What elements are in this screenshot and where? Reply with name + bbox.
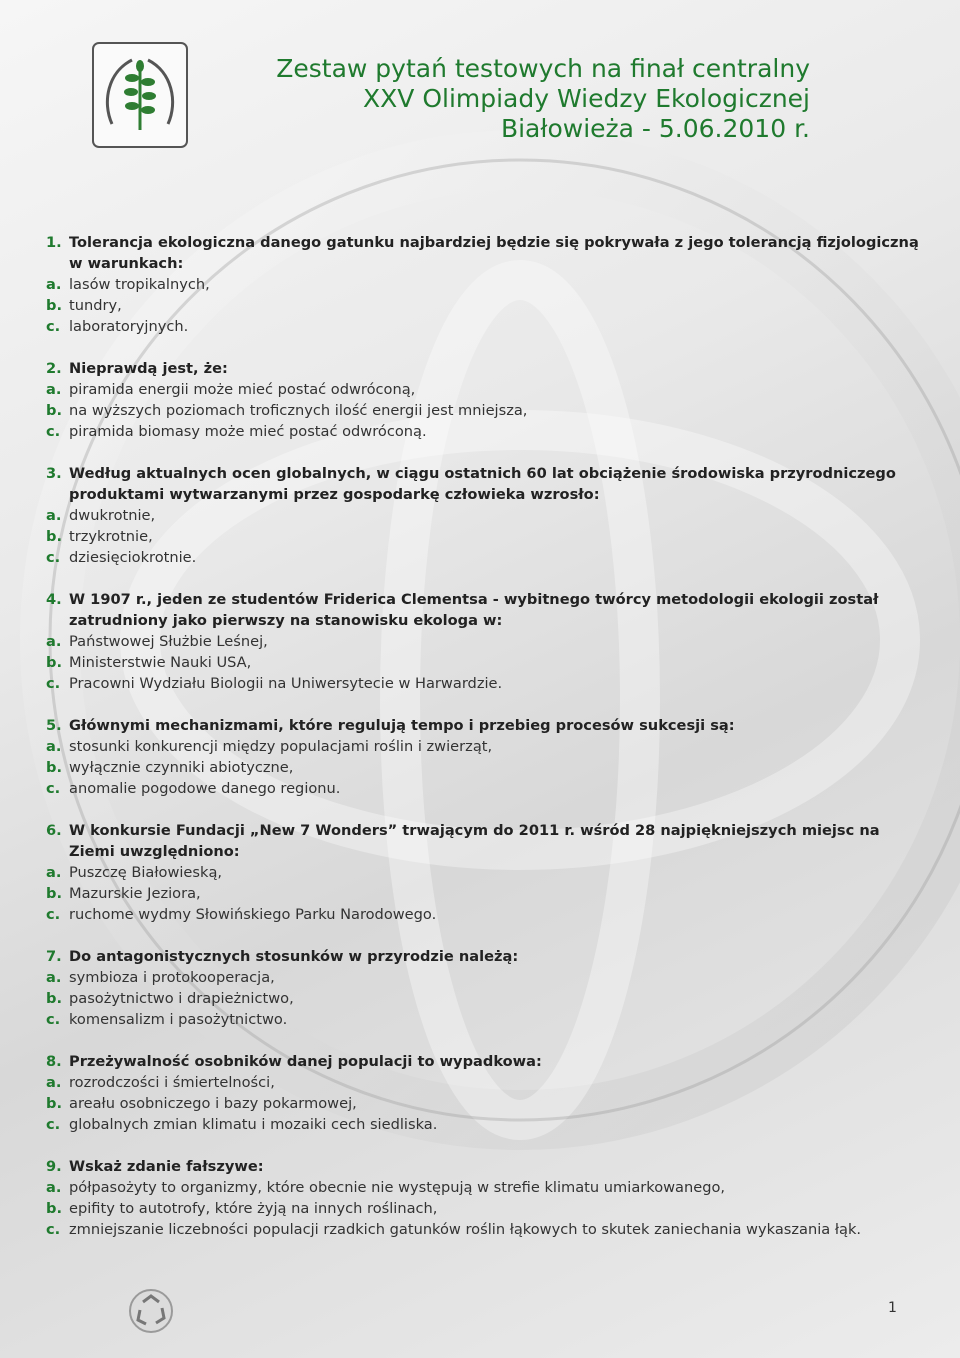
option-letter: a. [46, 276, 62, 293]
option-c [46, 1219, 926, 1240]
question-9 [46, 1156, 926, 1240]
option-text: Mazurskie Jeziora, [69, 885, 201, 902]
option-c [46, 1009, 926, 1030]
option-text: na wyższych poziomach troficznych ilość energii jest mniejsza, [69, 402, 528, 419]
option-b [46, 988, 926, 1009]
option-text: rozrodczości i śmiertelności, [69, 1074, 275, 1091]
option-letter: c. [46, 1221, 61, 1238]
option-text: piramida biomasy może mieć postać odwróconą. [69, 423, 427, 440]
option-letter: c. [46, 423, 61, 440]
page-number: 1 [888, 1300, 897, 1316]
option-a [46, 1177, 926, 1198]
option-text: globalnych zmian klimatu i mozaiki cech siedliska. [69, 1116, 438, 1133]
option-text: półpasożyty to organizmy, które obecnie nie występują w strefie klimatu umiarkowanego, [69, 1179, 726, 1196]
option-text: wyłącznie czynniki abiotyczne, [69, 759, 294, 776]
title-line-3: Białowieża - 5.06.2010 r. [500, 114, 810, 143]
option-letter: a. [46, 969, 62, 986]
option-b [46, 652, 926, 673]
option-a [46, 631, 926, 652]
option-text: komensalizm i pasożytnictwo. [69, 1011, 288, 1028]
hands-plant-icon [92, 42, 188, 148]
title-line-1: Zestaw pytań testowych na finał centralny [276, 54, 810, 83]
option-letter: b. [46, 885, 62, 902]
question-text: W konkursie Fundacji „New 7 Wonders” trwającym do 2011 r. wśród 28 najpiękniejszych miejsc na Ziemi uwzględniono: [69, 822, 880, 860]
option-text: pasożytnictwo i drapieżnictwo, [69, 990, 294, 1007]
option-text: anomalie pogodowe danego regionu. [69, 780, 341, 797]
option-letter: a. [46, 381, 62, 398]
option-letter: a. [46, 633, 62, 650]
option-c [46, 547, 926, 568]
option-text: lasów tropikalnych, [69, 276, 210, 293]
option-a [46, 967, 926, 988]
question-number: 5. [46, 717, 62, 734]
option-letter: c. [46, 780, 61, 797]
option-b [46, 1198, 926, 1219]
option-letter: c. [46, 318, 61, 335]
question-2 [46, 358, 926, 442]
option-a [46, 274, 926, 295]
option-c [46, 904, 926, 925]
question-1 [46, 232, 926, 337]
option-text: piramida energii może mieć postać odwróconą, [69, 381, 416, 398]
document-title [230, 54, 810, 144]
option-letter: b. [46, 528, 62, 545]
question-text: Przeżywalność osobników danej populacji to wypadkowa: [69, 1053, 542, 1070]
option-a [46, 379, 926, 400]
option-c [46, 421, 926, 442]
option-text: trzykrotnie, [69, 528, 153, 545]
option-a [46, 1072, 926, 1093]
question-text: Do antagonistycznych stosunków w przyrodzie należą: [69, 948, 519, 965]
option-text: laboratoryjnych. [69, 318, 189, 335]
option-letter: b. [46, 1200, 62, 1217]
option-letter: b. [46, 402, 62, 419]
option-letter: b. [46, 990, 62, 1007]
option-letter: b. [46, 759, 62, 776]
option-b [46, 526, 926, 547]
option-a [46, 862, 926, 883]
option-letter: c. [46, 675, 61, 692]
option-b [46, 883, 926, 904]
option-letter: a. [46, 1074, 62, 1091]
option-letter: c. [46, 1011, 61, 1028]
option-text: Puszczę Białowieską, [69, 864, 223, 881]
question-text: Tolerancja ekologiczna danego gatunku najbardziej będzie się pokrywała z jego tolerancją fizjologiczną w warunkach: [69, 234, 919, 272]
option-text: symbioza i protokooperacja, [69, 969, 275, 986]
question-text: Głównymi mechanizmami, które regulują tempo i przebieg procesów sukcesji są: [69, 717, 735, 734]
question-number: 2. [46, 360, 62, 377]
question-text: Nieprawdą jest, że: [69, 360, 228, 377]
option-letter: a. [46, 864, 62, 881]
option-text: dwukrotnie, [69, 507, 156, 524]
question-list [46, 232, 926, 1261]
option-text: tundry, [69, 297, 122, 314]
option-b [46, 400, 926, 421]
option-text: Ministerstwie Nauki USA, [69, 654, 252, 671]
option-text: zmniejszanie liczebności populacji rzadkich gatunków roślin łąkowych to skutek zaniechania wykaszania łąk. [69, 1221, 862, 1238]
option-letter: b. [46, 1095, 62, 1112]
option-text: Pracowni Wydziału Biologii na Uniwersytecie w Harwardzie. [69, 675, 503, 692]
option-letter: b. [46, 297, 62, 314]
option-b [46, 757, 926, 778]
recycle-icon [128, 1288, 174, 1334]
question-5 [46, 715, 926, 799]
question-3 [46, 463, 926, 568]
option-text: Państwowej Służbie Leśnej, [69, 633, 268, 650]
option-c [46, 316, 926, 337]
option-letter: a. [46, 507, 62, 524]
question-number: 6. [46, 822, 62, 839]
question-7 [46, 946, 926, 1030]
option-letter: a. [46, 738, 62, 755]
question-8 [46, 1051, 926, 1135]
option-text: dziesięciokrotnie. [69, 549, 197, 566]
option-b [46, 1093, 926, 1114]
option-letter: b. [46, 654, 62, 671]
question-text: W 1907 r., jeden ze studentów Friderica Clementsa - wybitnego twórcy metodologii ekologii został zatrudniony jako pierwszy na stanowisku ekologa w: [69, 591, 879, 629]
question-number: 9. [46, 1158, 62, 1175]
option-a [46, 505, 926, 526]
option-text: epifity to autotrofy, które żyją na innych roślinach, [69, 1200, 438, 1217]
question-number: 7. [46, 948, 62, 965]
option-letter: c. [46, 906, 61, 923]
option-c [46, 1114, 926, 1135]
option-letter: c. [46, 1116, 61, 1133]
option-b [46, 295, 926, 316]
option-text: ruchome wydmy Słowińskiego Parku Narodowego. [69, 906, 437, 923]
question-4 [46, 589, 926, 694]
option-a [46, 736, 926, 757]
option-c [46, 673, 926, 694]
question-number: 4. [46, 591, 62, 608]
question-6 [46, 820, 926, 925]
option-text: areału osobniczego i bazy pokarmowej, [69, 1095, 357, 1112]
option-c [46, 778, 926, 799]
option-letter: c. [46, 549, 61, 566]
title-line-2: XXV Olimpiady Wiedzy Ekologicznej [363, 84, 810, 113]
option-letter: a. [46, 1179, 62, 1196]
question-text: Według aktualnych ocen globalnych, w ciągu ostatnich 60 lat obciążenie środowiska przyrodniczego produktami wytwarzanymi przez gospodarkę człowieka wzrosło: [69, 465, 896, 503]
question-number: 1. [46, 234, 62, 251]
question-number: 3. [46, 465, 62, 482]
question-text: Wskaż zdanie fałszywe: [69, 1158, 264, 1175]
question-number: 8. [46, 1053, 62, 1070]
option-text: stosunki konkurencji między populacjami roślin i zwierząt, [69, 738, 493, 755]
